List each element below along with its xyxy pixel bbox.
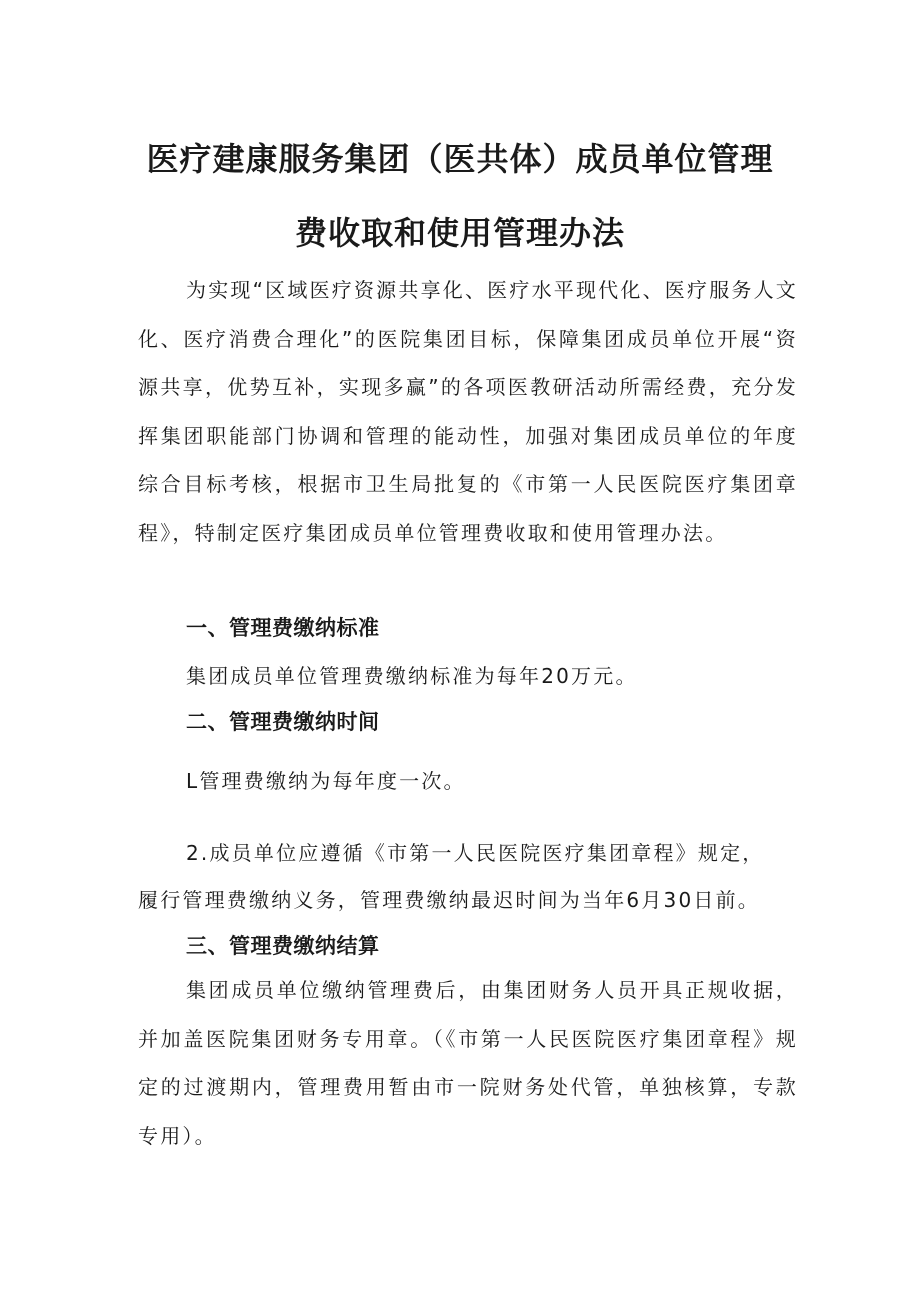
list-item-2-line-1: 2.成员单位应遵循《市第一人民医院医疗集团章程》规定， [186, 841, 765, 865]
section-heading-standard: 一、管理费缴纳标准 [186, 616, 380, 640]
list-item-2-line-2: 履行管理费缴纳义务，管理费缴纳最迟时间为当年6月30日前。 [138, 888, 760, 912]
section-heading-settlement: 三、管理费缴纳结算 [186, 934, 380, 958]
document-title-line-2: 费收取和使用管理办法 [294, 214, 625, 252]
intro-paragraph: 为实现“区域医疗资源共享化、医疗水平现代化、医疗服务人文化、医疗消费合理化”的医院集团目标，保障集团成员单位开展“资源共享，优势互补，实现多赢”的各项医教研活动所需经费，充分发挥集团职能部门协调和管理的能动性，加强对集团成员单位的年度综合目标考核，根据市卫生局批复的《市第一人民医院医疗集团章程》，特制定医疗集团成员单位管理费收取和使用管理办法。 [138, 278, 798, 545]
section-heading-time: 二、管理费缴纳时间 [186, 710, 380, 734]
list-item-1: L管理费缴纳为每年度一次。 [186, 769, 466, 793]
document-title-line-1: 医疗建康服务集团（医共体）成员单位管理 [146, 140, 774, 178]
section-text-settlement: 集团成员单位缴纳管理费后，由集团财务人员开具正规收据，并加盖医院集团财务专用章。（《市第一人民医院医疗集团章程》规定的过渡期内，管理费用暂由市一院财务处代管，单独核算，专款专用）。 [138, 978, 798, 1148]
section-text-standard: 集团成员单位管理费缴纳标准为每年20万元。 [186, 664, 638, 688]
